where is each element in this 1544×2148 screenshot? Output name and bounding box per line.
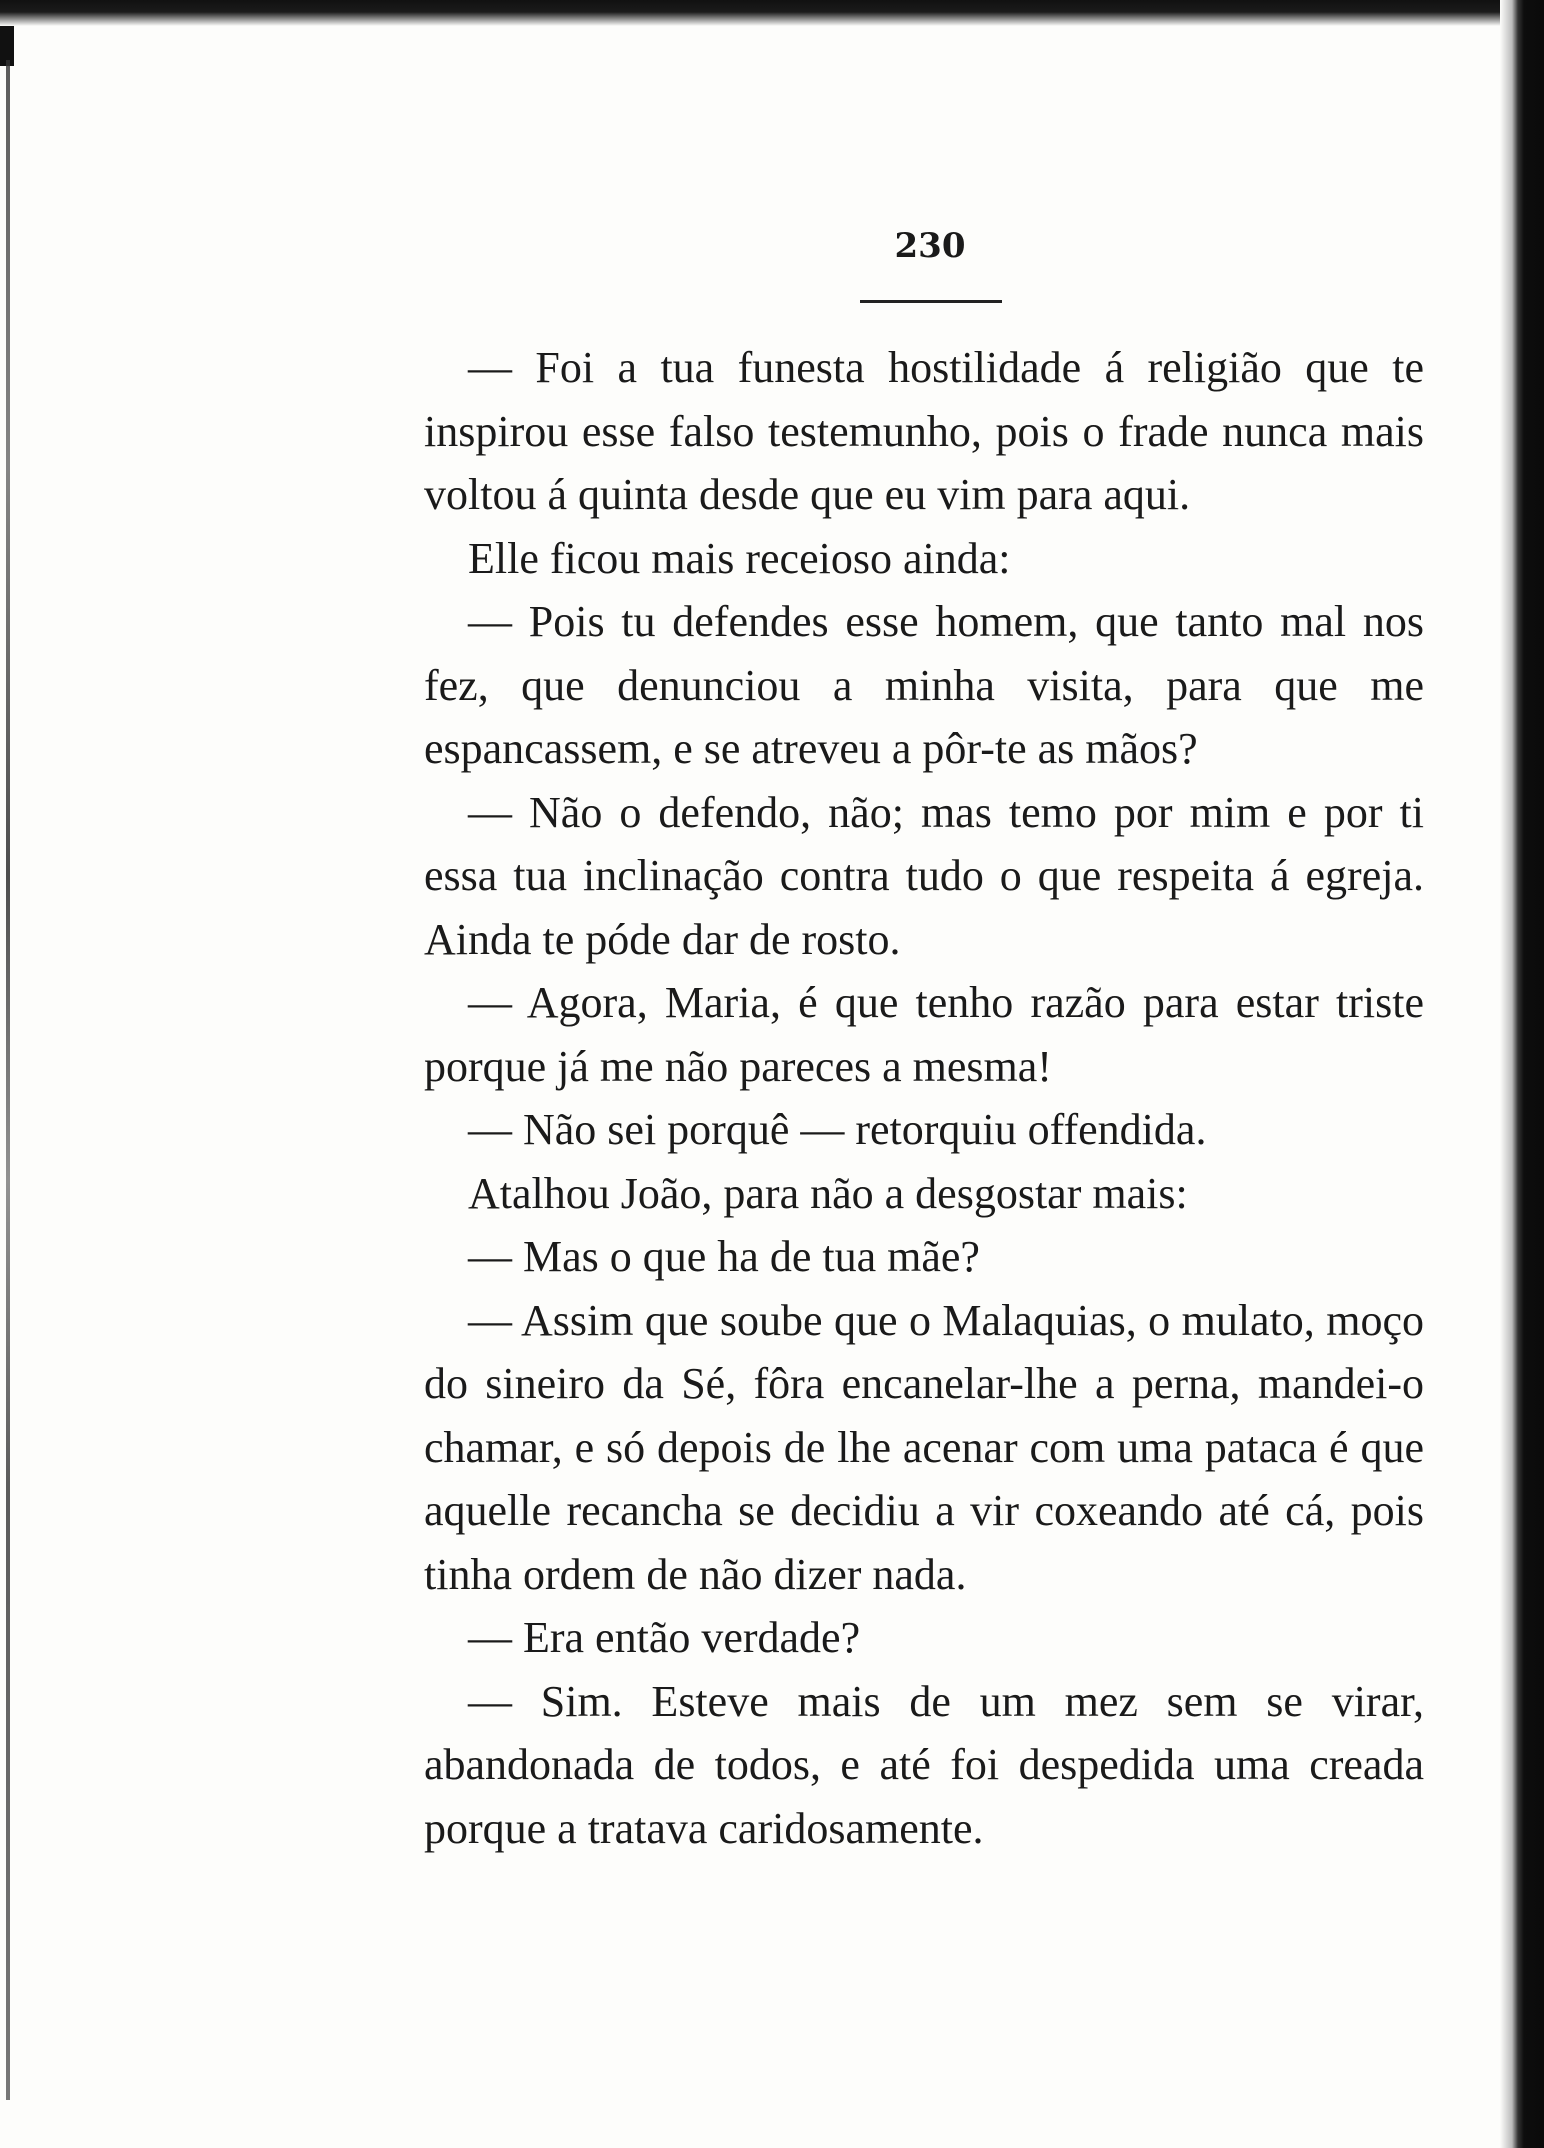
page-number-rule — [860, 300, 1002, 303]
paragraph: — Sim. Esteve mais de um mez sem se virar, abandonada de todos, e até foi despedida uma creada porque a tratava caridosamente. — [424, 1676, 1424, 1853]
paragraph: — Era então verdade? — [468, 1613, 861, 1662]
scan-edge-top — [0, 0, 1544, 26]
paragraph: — Mas o que ha de tua mãe? — [468, 1232, 980, 1281]
paragraph: — Pois tu defendes esse homem, que tanto mal nos fez, que denunciou a minha visita, para que me espancassem, e se atreveu a pôr-te as mãos? — [424, 597, 1424, 773]
page-number: 230 — [894, 226, 966, 266]
paragraph: — Não sei porquê — retorquiu offendida. — [468, 1105, 1207, 1154]
body-text — [424, 336, 1424, 1860]
paragraph: — Agora, Maria, é que tenho razão para estar triste porque já me não pareces a mesma! — [424, 978, 1424, 1091]
scan-edge-right — [1500, 0, 1544, 2148]
paragraph: Atalhou João, para não a desgostar mais: — [468, 1168, 1188, 1218]
paragraph: — Assim que soube que o Malaquias, o mulato, moço do sineiro da Sé, fôra encanelar-lhe a perna, mandei-o chamar, e só depois de lhe acenar com uma pataca é que aquelle recancha se decidiu a vir coxeando até cá, pois tinha ordem de não dizer nada. — [424, 1295, 1424, 1599]
scan-edge-left — [6, 60, 10, 2100]
paragraph: — Foi a tua funesta hostilidade á religião que te inspirou esse falso testemunho, pois o frade nunca mais voltou á quinta desde que eu vim para aqui. — [424, 343, 1424, 519]
paragraph: — Não o defendo, não; mas temo por mim e por ti essa tua inclinação contra tudo o que respeita á egreja. Ainda te póde dar de rosto. — [424, 787, 1424, 964]
paragraph: Elle ficou mais receioso ainda: — [468, 533, 1011, 583]
